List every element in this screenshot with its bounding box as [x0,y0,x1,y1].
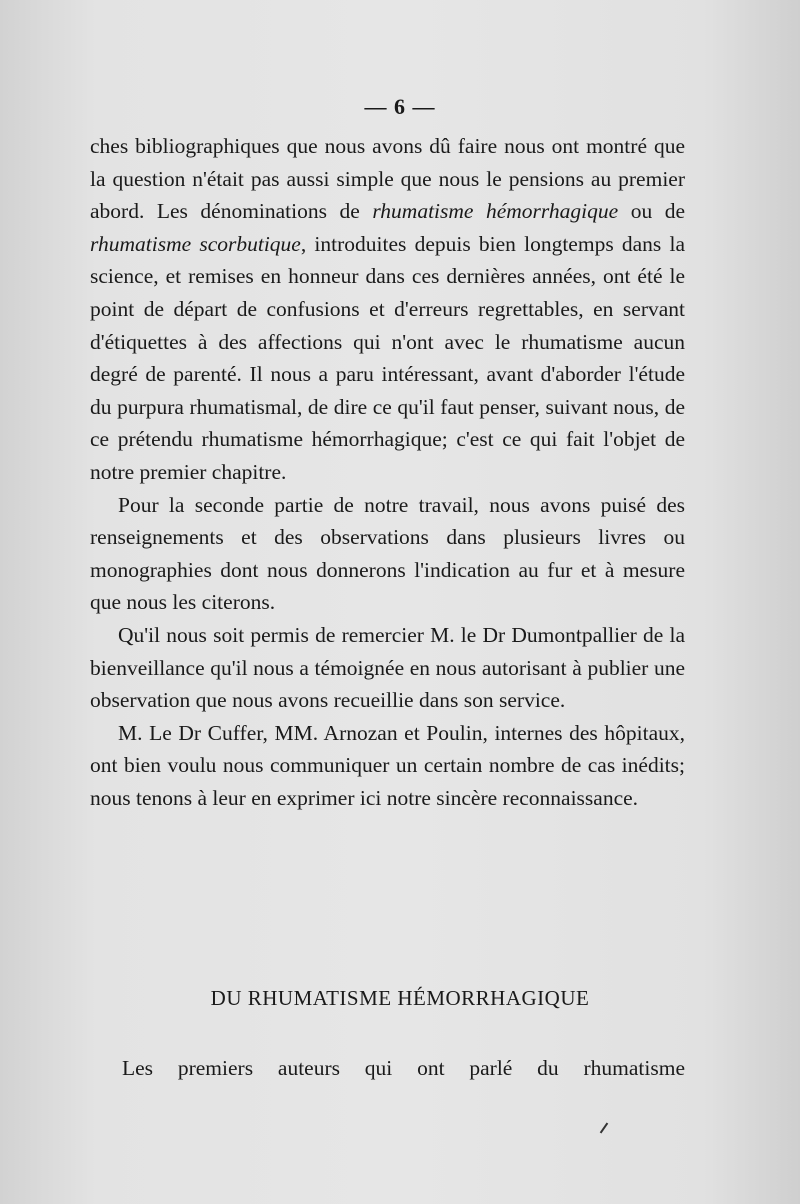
italic-term: rhumatisme hémorrhagique [372,199,619,224]
pencil-mark [600,1123,609,1134]
italic-term: rhumatisme scorbutique [90,231,301,256]
paragraph-text: ou de [618,199,685,224]
paragraph-thanks-dumontpallier: Qu'il nous soit permis de remercier M. le Dr Dumontpallier de la bienveillance qu'il nous a témoignée en nous autorisant à publier une observation que nous avons recueillie dans son service. [90,622,685,713]
paragraph-text: ches bibliographiques que nous avons dû faire nous ont montré que la question n'était pas aussi simple que nous le pensions au premier abord. Les dénominations de [90,134,685,224]
paragraph-second-part: Pour la seconde partie de notre travail, nous avons puisé des renseignements et des observations dans plusieurs livres ou monographies dont nous donnerons l'indication au fur et à mesure que nous les citerons. [90,492,685,615]
paragraph-thanks-cuffer: M. Le Dr Cuffer, MM. Arnozan et Poulin, internes des hôpitaux, ont bien voulu nous communiquer un certain nombre de cas inédits; nous tenons à leur en exprimer ici notre sincère reconnaissance. [90,720,685,810]
closing-line: Les premiers auteurs qui ont parlé du rhumatisme [122,1056,685,1080]
paragraph-text: , introduites depuis bien longtemps dans la science, et remises en honneur dans ces dernières années, ont été le point de départ de confusions et d'erreurs regrettables, en servant d'étiquettes à des affections qui n'ont avec le rhumatisme aucun degré de parenté. Il nous a paru intéressant, avant d'aborder l'étude du purpura rhumatismal, de dire ce qu'il faut penser, suivant nous, de ce prétendu rhumatisme hémorrhagique; c'est ce qui fait l'objet de notre premier chapitre. [90,231,686,484]
body-text [90,130,685,814]
page-number: — 6 — [364,94,436,119]
section-heading: DU RHUMATISME HÉMORRHAGIQUE [210,986,590,1010]
paragraph-bibliography [90,130,685,489]
